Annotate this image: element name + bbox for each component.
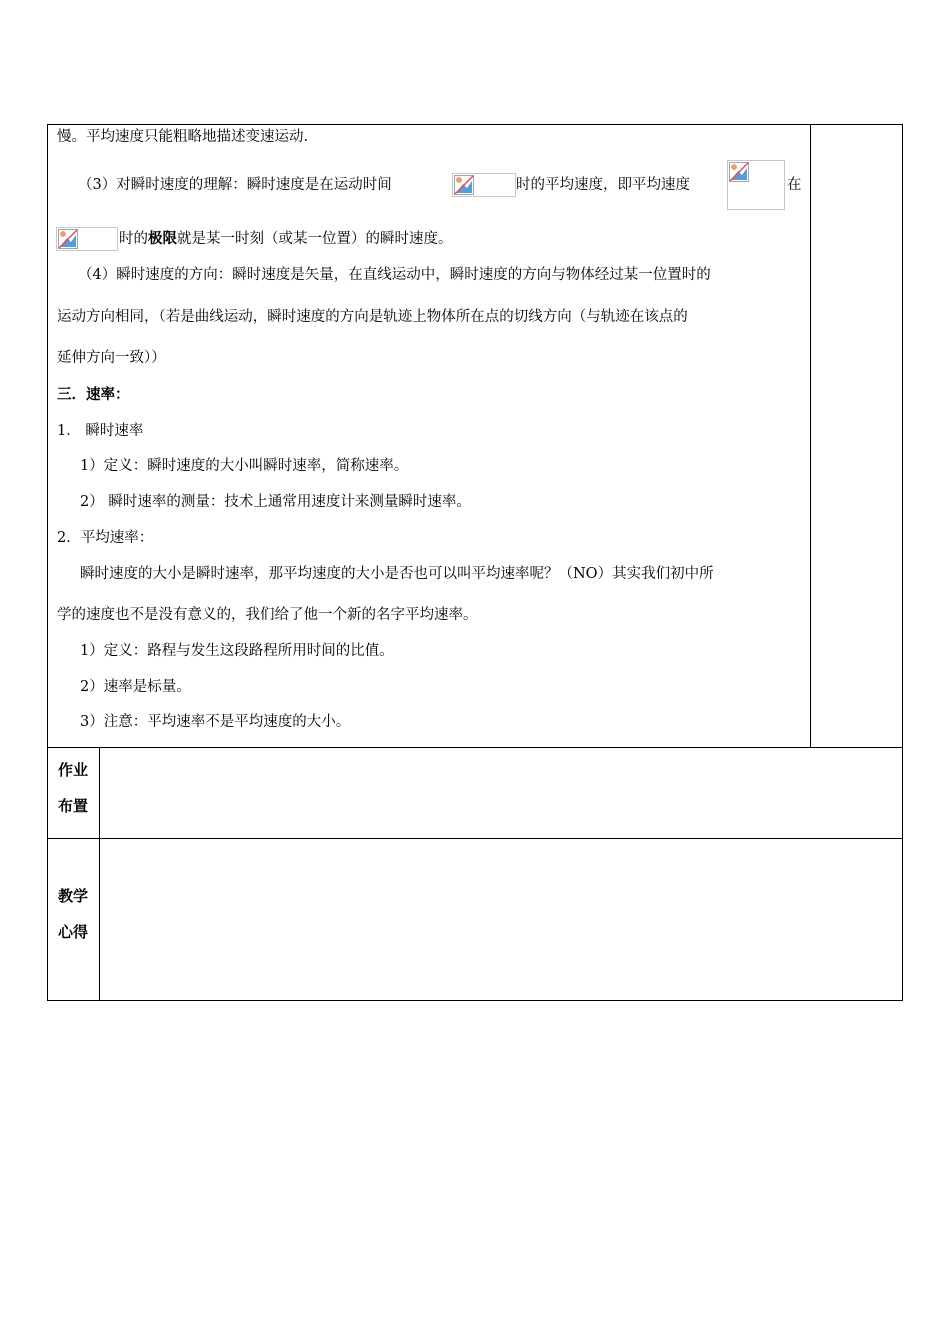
table-border-bottom [47, 1000, 903, 1001]
formula-image-average-velocity [727, 160, 785, 210]
broken-image-icon [729, 162, 749, 182]
text-velocity-direction-line3: 延伸方向一致）） [57, 350, 166, 366]
text-instant-velocity-understanding-a: （3）对瞬时速度的理解：瞬时速度是在运动时间 [78, 177, 392, 193]
broken-image-icon [58, 229, 78, 249]
reflection-content-cell[interactable] [100, 839, 902, 1000]
table-border-top [47, 124, 903, 125]
text-instant-velocity-understanding-b: 时的平均速度，即平均速度 [516, 177, 690, 193]
text-instant-speed-measurement: 2） 瞬时速率的测量：技术上通常用速度计来测量瞬时速率。 [80, 494, 471, 510]
section-heading-speed: 三．速率： [57, 387, 130, 403]
text-average-speed-definition: 1）定义：路程与发生这段路程所用时间的比值。 [80, 643, 394, 659]
text-limit-suffix: 就是某一时刻（或某一位置）的瞬时速度。 [177, 231, 453, 247]
subheading-instant-speed: 1． 瞬时速率 [57, 423, 144, 439]
text-average-speed-note: 3）注意：平均速率不是平均速度的大小。 [80, 714, 351, 730]
subheading-average-speed: 2．平均速率： [57, 530, 154, 546]
text-speed-is-scalar: 2）速率是标量。 [80, 679, 191, 695]
text-limit-bold: 极限 [148, 231, 177, 247]
text-instant-speed-definition: 1）定义：瞬时速度的大小叫瞬时速率，简称速率。 [80, 458, 409, 474]
text-line-average-speed: 慢。平均速度只能粗略地描述变速运动. [57, 129, 309, 145]
content-column-divider [810, 124, 811, 747]
text-velocity-direction-line2: 运动方向相同，（若是曲线运动，瞬时速度的方向是轨迹上物体所在点的切线方向（与轨迹在该点的 [57, 309, 688, 325]
row-label-homework-line1: 作业 [58, 761, 89, 779]
text-velocity-direction-line1: （4）瞬时速度的方向：瞬时速度是矢量，在直线运动中，瞬时速度的方向与物体经过某一位置时的 [78, 267, 711, 283]
formula-image-delta-t [452, 173, 516, 197]
table-border-right [902, 124, 903, 1001]
homework-content-cell[interactable] [100, 748, 902, 838]
row-label-reflection-line2: 心得 [58, 923, 89, 941]
text-instant-velocity-understanding-c: 在 [787, 177, 802, 193]
text-average-speed-paragraph-line1: 瞬时速度的大小是瞬时速率，那平均速度的大小是否也可以叫平均速率呢？（NO）其实我们初中所 [80, 566, 714, 582]
text-average-speed-paragraph-line2: 学的速度也不是没有意义的，我们给了他一个新的名字平均速率。 [57, 607, 478, 623]
row-label-reflection-line1: 教学 [58, 887, 89, 905]
text-instant-velocity-limit-line [119, 229, 453, 249]
table-border-left [47, 124, 48, 1001]
text-limit-prefix: 时的 [119, 231, 148, 247]
row-label-homework-line2: 布置 [58, 797, 89, 815]
formula-image-delta-t-limit [56, 227, 118, 251]
broken-image-icon [454, 175, 474, 195]
